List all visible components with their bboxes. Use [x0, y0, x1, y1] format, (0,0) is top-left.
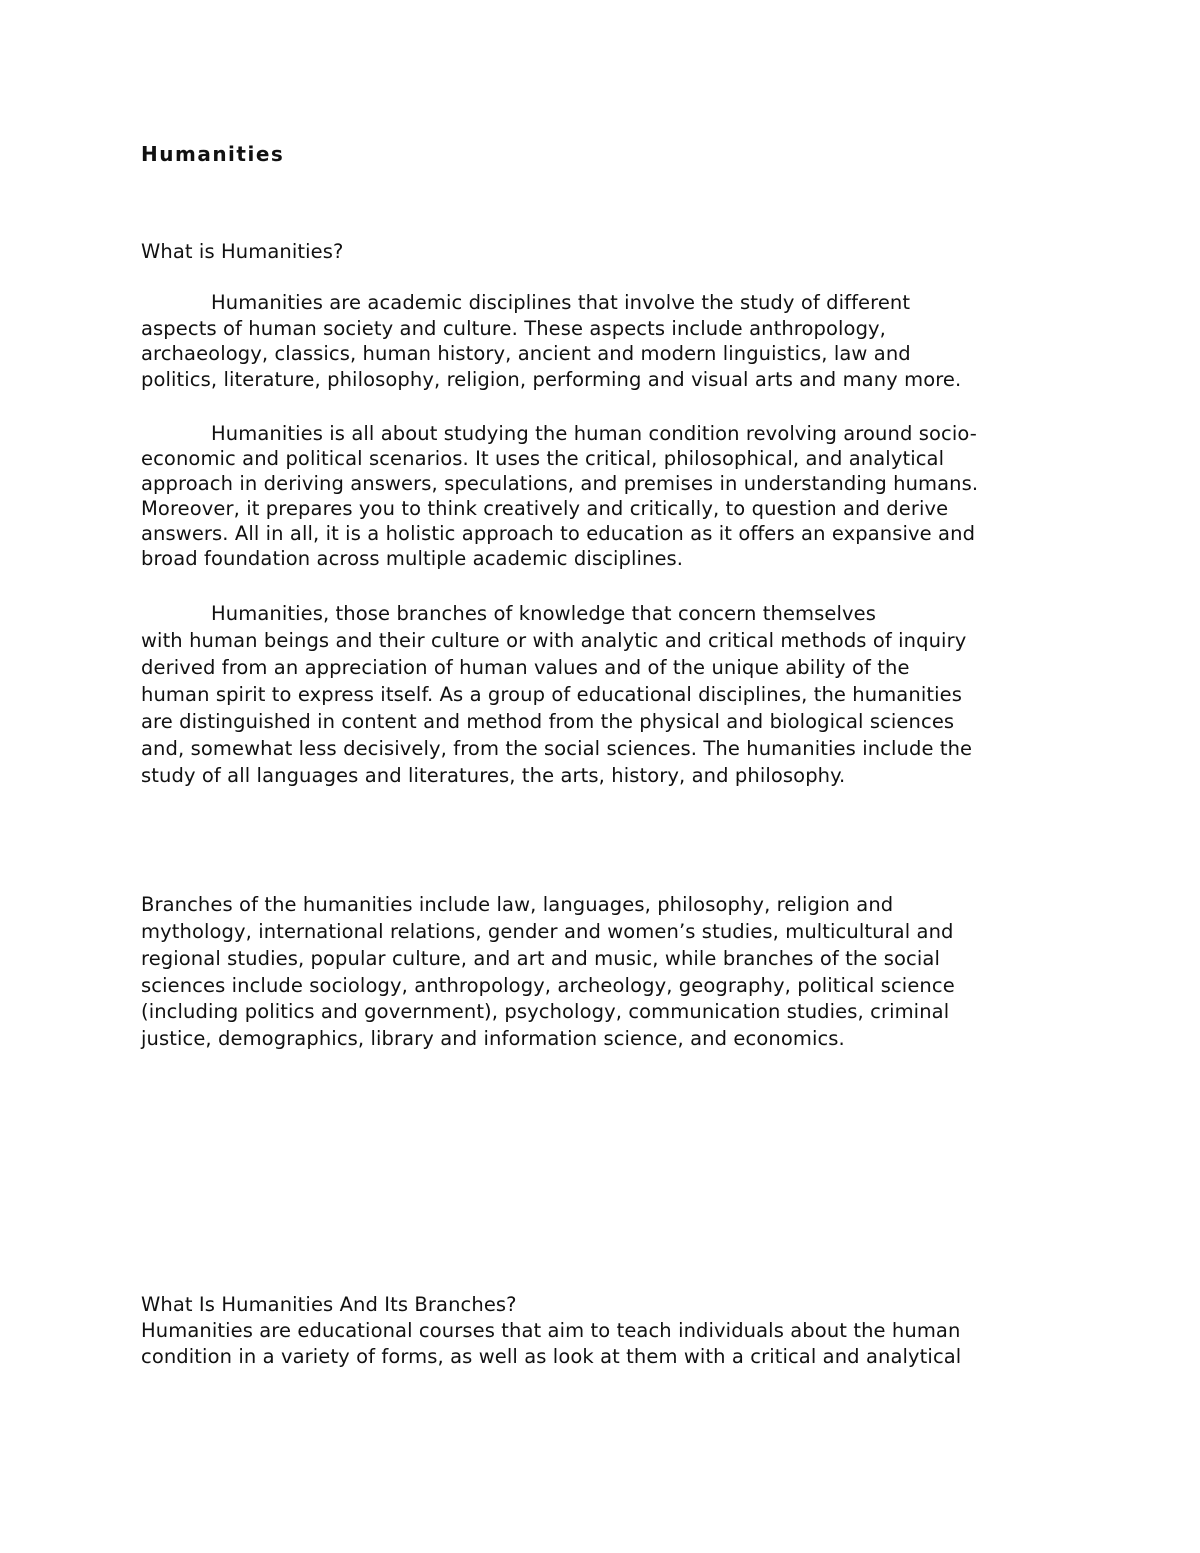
paragraph-3-line: are distinguished in content and method from the physical and biological sciences	[141, 710, 955, 733]
paragraph-3-line: human spirit to express itself. As a group of educational disciplines, the humanities	[141, 683, 962, 706]
paragraph-4-line: regional studies, popular culture, and art and music, while branches of the social	[141, 947, 940, 970]
paragraph-4-line: mythology, international relations, gender and women’s studies, multicultural and	[141, 920, 954, 943]
paragraph-5-line: Humanities are educational courses that aim to teach individuals about the human	[141, 1319, 961, 1342]
paragraph-1-line: aspects of human society and culture. These aspects include anthropology,	[141, 317, 886, 340]
paragraph-3-line: Humanities, those branches of knowledge that concern themselves	[211, 602, 877, 625]
paragraph-4-line: sciences include sociology, anthropology, archeology, geography, political science	[141, 974, 955, 997]
paragraph-4-line: Branches of the humanities include law, languages, philosophy, religion and	[141, 893, 894, 916]
paragraph-3-line: derived from an appreciation of human values and of the unique ability of the	[141, 656, 910, 679]
paragraph-2-line: Moreover, it prepares you to think creatively and critically, to question and derive	[141, 497, 949, 520]
section-question-what-is-humanities: What is Humanities?	[141, 240, 344, 263]
paragraph-4-line: (including politics and government), psychology, communication studies, criminal	[141, 1000, 950, 1023]
paragraph-3-line: and, somewhat less decisively, from the social sciences. The humanities include the	[141, 737, 973, 760]
paragraph-4-line: justice, demographics, library and information science, and economics.	[141, 1027, 845, 1050]
section-question-branches: What Is Humanities And Its Branches?	[141, 1293, 517, 1316]
paragraph-1-line: politics, literature, philosophy, religion, performing and visual arts and many more.	[141, 368, 962, 391]
paragraph-2-line: answers. All in all, it is a holistic approach to education as it offers an expansive and	[141, 522, 976, 545]
paragraph-1-line: Humanities are academic disciplines that involve the study of different	[211, 291, 911, 314]
paragraph-3-line: study of all languages and literatures, the arts, history, and philosophy.	[141, 764, 846, 787]
paragraph-3-line: with human beings and their culture or with analytic and critical methods of inquiry	[141, 629, 967, 652]
paragraph-2-line: approach in deriving answers, speculations, and premises in understanding humans.	[141, 472, 979, 495]
paragraph-2-line: Humanities is all about studying the human condition revolving around socio-	[211, 422, 977, 445]
document-title: Humanities	[141, 142, 285, 166]
paragraph-2-line: economic and political scenarios. It uses the critical, philosophical, and analytical	[141, 447, 945, 470]
paragraph-5-line: condition in a variety of forms, as well as look at them with a critical and analytical	[141, 1345, 962, 1368]
paragraph-2-line: broad foundation across multiple academic disciplines.	[141, 547, 684, 570]
paragraph-1-line: archaeology, classics, human history, ancient and modern linguistics, law and	[141, 342, 911, 365]
